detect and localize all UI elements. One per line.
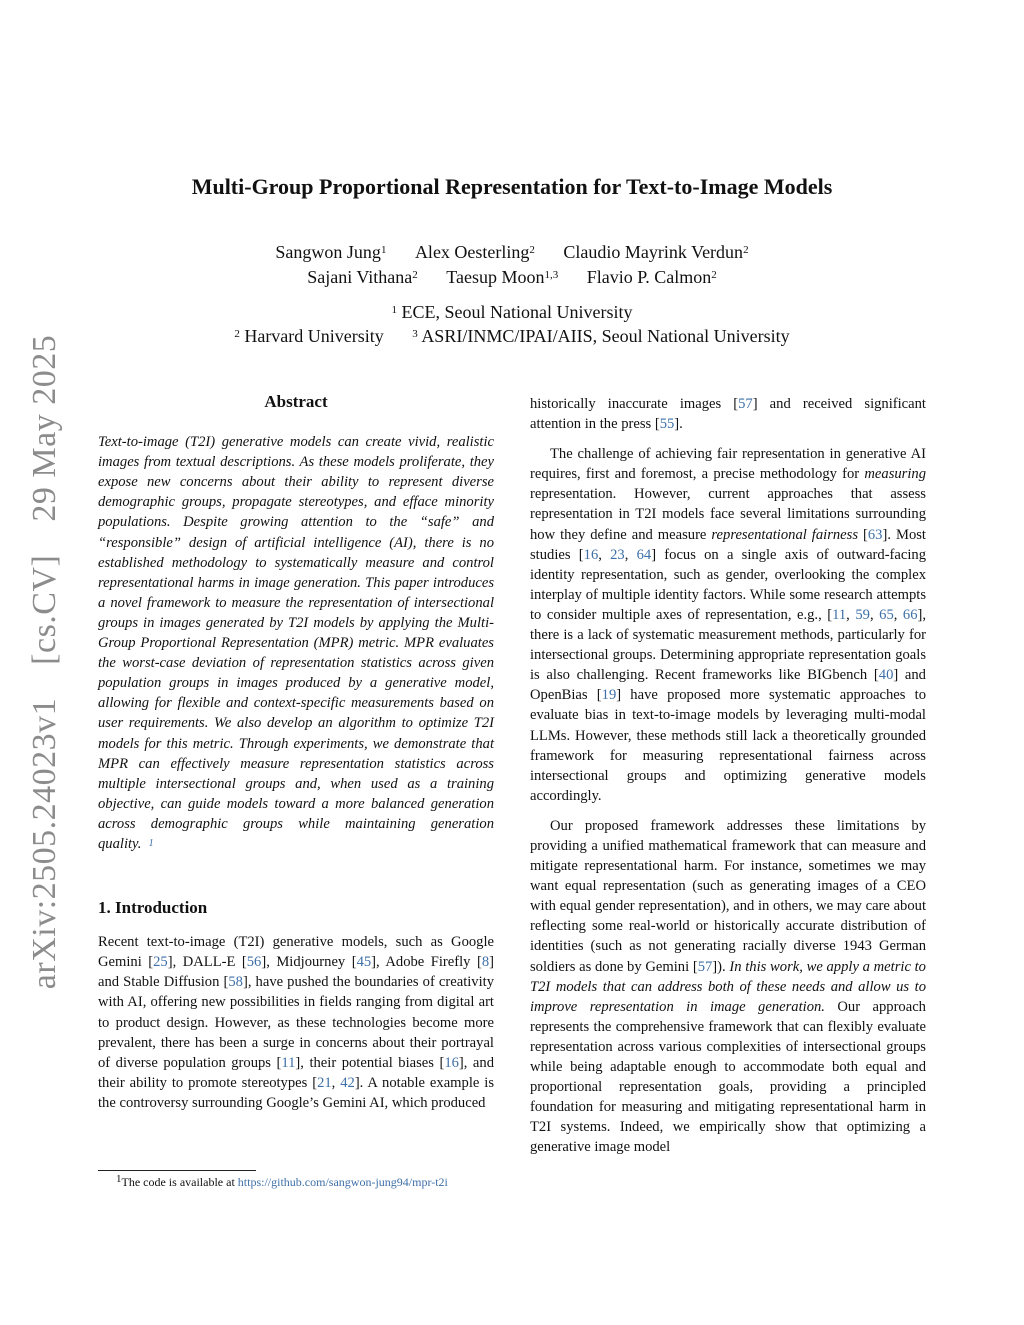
citation-link[interactable]: 19 bbox=[601, 687, 617, 704]
affiliation: $^2$ Harvard University bbox=[234, 326, 384, 346]
author: Claudio Mayrink Verdun$^2$ bbox=[563, 242, 749, 262]
citation-link[interactable]: 59 bbox=[855, 606, 870, 623]
abstract-text: Text-to-image (T2I) generative models can create vivid, realistic images from textual descriptions. As these models proliferate, they expose new concerns about their ability to represent diverse demographic groups, propagate stereotypes, and efface minority populations. Despite growing attention to the “safe” and “responsible” design of artificial intelligence (AI), there is no established methodology to systematically measure and control representational harms in image generation. This paper introduces a novel framework to measure the representation of intersectional groups in images generated by T2I models by applying the Multi-Group Proportional Representation (MPR) metric. MPR evaluates the worst-case deviation of representation statistics across given population groups in images produced by a generative model, allowing for flexible and context-specific measurements based on user requirements. We also develop an algorithm to optimize T2I models for this metric. Through experiments, we demonstrate that MPR can effectively measure representation statistics across multiple intersectional groups and, when used as a training objective, can guide models toward a more balanced generation across demographic groups while maintaining generation quality. $^1$ bbox=[98, 434, 494, 852]
paper-title: Multi-Group Proportional Representation for Text-to-Image Models bbox=[191, 174, 833, 199]
affiliation: $^3$ ASRI/INMC/IPAI/AIIS, Seoul National University bbox=[412, 326, 790, 346]
citation-link[interactable]: 8 bbox=[481, 954, 490, 971]
citation-link[interactable]: 63 bbox=[867, 526, 883, 543]
right-column bbox=[530, 394, 926, 1157]
code-repo-link[interactable]: https://github.com/sangwon-jung94/mpr-t2i bbox=[237, 1175, 448, 1189]
citation-link[interactable]: 58 bbox=[228, 974, 243, 991]
citation-link[interactable]: 21 bbox=[317, 1074, 332, 1091]
arxiv-category: [cs.CV] bbox=[26, 554, 63, 665]
intro-paragraph-1: Recent text-to-image (T2I) generative models, such as Google Gemini [25], DALL-E [56], Midjourney [45], Adobe Firefly [8] and Stable Diffusion [58], have pushed the boundaries of creativity with AI, offering new possibilities in fields ranging from digital art to product design. However, as these technologies become more prevalent, there has been a surge in concerns about their portrayal of diverse population groups [11], their potential biases [16], and their ability to promote stereotypes [21, 42]. A notable example is the controversy surrounding Google’s Gemini AI, which produced bbox=[98, 934, 495, 1111]
section-heading-introduction: 1. Introduction bbox=[98, 898, 208, 918]
intro-paragraph-3: Our proposed framework addresses these limitations by providing a unified mathematical framework that can measure and mitigate representational harm. For instance, sometimes we may want equal representation (such as generating images of a CEO with equal gender representation), and in others, we may care about reflecting some real-world or historically accurate distribution of identities (such as not generating racially diverse 1943 German soldiers as done by Gemini [57]). In this work, we apply a metric to T2I models that can address both of these needs and allow us to improve representation in image generation. Our approach represents the comprehensive framework that can flexibly evaluate representation across various complexities of intersectional groups while being adaptable enough to accommodate both equal and proportional representation goals, providing a principled foundation for measuring and mitigating representational harm in T2I systems. Indeed, we empirically show that optimizing a generative image model bbox=[530, 817, 926, 1156]
citation-link[interactable]: 57 bbox=[738, 396, 753, 412]
footnote bbox=[98, 1170, 494, 1190]
citation-link[interactable]: 23 bbox=[610, 546, 625, 563]
citation-link[interactable]: 11 bbox=[281, 1054, 296, 1071]
citation-link[interactable]: 40 bbox=[878, 667, 894, 684]
footnote-rule bbox=[98, 1170, 256, 1171]
citation-link[interactable]: 57 bbox=[697, 958, 713, 975]
author-list bbox=[0, 240, 1024, 290]
author: Taesup Moon$^{1,3}$ bbox=[446, 267, 559, 287]
arxiv-date: 29 May 2025 bbox=[26, 334, 63, 522]
footnote-mark: 1 bbox=[116, 1173, 122, 1185]
citation-link[interactable]: 56 bbox=[246, 954, 262, 971]
left-column bbox=[98, 392, 494, 1113]
citation-link[interactable]: 55 bbox=[659, 416, 675, 433]
author: Sangwon Jung$^1$ bbox=[275, 242, 387, 262]
author: Alex Oesterling$^2$ bbox=[414, 242, 535, 262]
citation-link[interactable]: 64 bbox=[636, 546, 652, 563]
affiliation: $^1$ ECE, Seoul National University bbox=[391, 302, 633, 322]
author: Flavio P. Calmon$^2$ bbox=[586, 267, 717, 287]
citation-link[interactable]: 16 bbox=[583, 546, 599, 563]
citation-link[interactable]: 66 bbox=[902, 606, 918, 623]
citation-link[interactable]: 16 bbox=[444, 1054, 459, 1071]
intro-paragraph-2: The challenge of achieving fair representation in generative AI requires, first and foremost, a precise methodology for measuring representation. However, current approaches that assess representation in T2I models face several limitations surrounding how they define and measure representational fairness [63]. Most studies [16, 23, 64] focus on a single axis of outward-facing identity representation, such as gender, overlooking the complex interplay of multiple identity factors. While some research attempts to consider multiple axes of representation, e.g., [11, 59, 65, 66], there is a lack of systematic measurement methods, particularly for intersectional groups. Determining appropriate representation goals is also challenging. Recent frameworks like BIGbench [40] and OpenBias [19] have proposed more systematic approaches to evaluate bias in text-to-image models by leveraging multi-modal LLMs. However, these methods still lack a theoretically grounded framework for measuring representational fairness across intersectional groups and optimizing generative models accordingly. bbox=[530, 446, 927, 804]
abstract-heading: Abstract bbox=[264, 392, 328, 411]
intro-paragraph-1-continued: historically inaccurate images [57] and received significant attention in the press [55]. bbox=[530, 396, 926, 433]
citation-link[interactable]: 42 bbox=[340, 1074, 355, 1091]
citation-link[interactable]: 65 bbox=[879, 606, 894, 623]
citation-link[interactable]: 25 bbox=[153, 954, 168, 971]
citation-link[interactable]: 11 bbox=[832, 606, 847, 623]
footnote-text: The code is available at bbox=[121, 1175, 238, 1189]
arxiv-id: arXiv:2505.24023v1 bbox=[26, 697, 63, 990]
footnote-link[interactable]: 1 bbox=[148, 837, 154, 849]
citation-link[interactable]: 45 bbox=[356, 954, 372, 971]
affiliation-list bbox=[0, 300, 1024, 348]
author: Sajani Vithana$^2$ bbox=[307, 267, 418, 287]
arxiv-sidebar-stamp bbox=[26, 323, 64, 1001]
